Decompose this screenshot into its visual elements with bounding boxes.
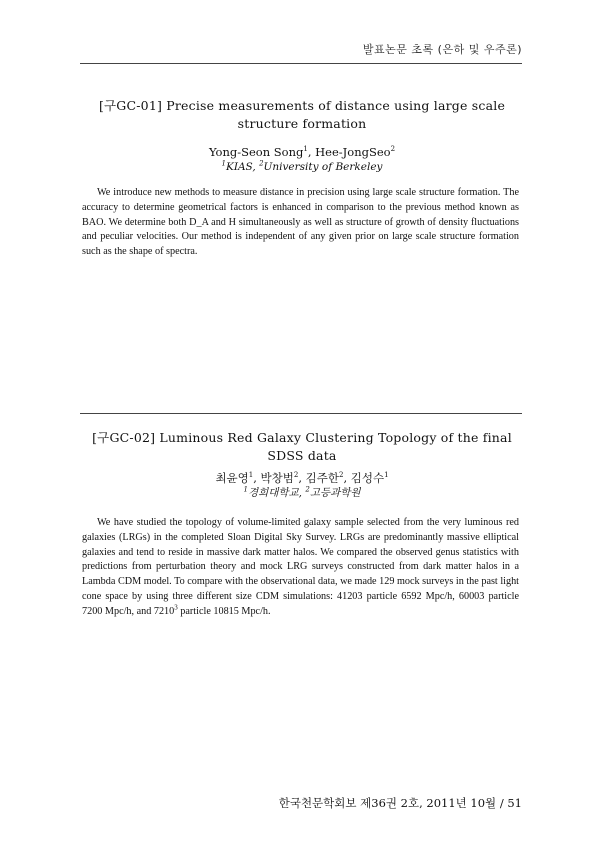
author-name: 김성수 — [350, 471, 385, 485]
author-name: Yong-Seon Song — [208, 145, 304, 159]
author-name: 박창범 — [260, 471, 294, 485]
affiliation-list — [82, 486, 522, 500]
author-name: 김주한 — [305, 471, 339, 485]
section-rule — [80, 413, 522, 414]
paper-title — [82, 429, 522, 465]
header-rule — [80, 63, 522, 64]
author-sup: 1 — [384, 471, 389, 480]
affil-sup: 2 — [305, 485, 310, 494]
affil-name: University of Berkeley — [263, 161, 383, 173]
paper-id: [구GC-02] — [92, 430, 156, 445]
author-sup: 1 — [303, 145, 308, 154]
paper-id: [구GC-01] — [98, 98, 163, 113]
author-name: Hee-JongSeo — [315, 145, 391, 159]
author-sup: 2 — [338, 471, 344, 480]
author-list: Yong-Seon Song$^1$, Hee-JongSeo$^2$ — [208, 145, 396, 159]
affil-name: 경희대학교, — [247, 487, 302, 499]
running-header: 발표논문 초록 (은하 및 우주론) — [362, 43, 522, 56]
paper-title-text: Luminous Red Galaxy Clustering Topology of the final SDSS data — [159, 430, 512, 463]
paper-title — [82, 97, 522, 133]
author-sup: 2 — [293, 471, 299, 480]
author-sup: 1 — [248, 471, 254, 480]
abstract-text: We have studied the topology of volume-limited galaxy sample selected from the very luminous red galaxies (LRGs) in the completed Sloan Digital Sky Survey. LRGs are predominantly massive elliptical galaxies and tend to reside in massive dark matter halos. We compared the observed genus statistics with predictions from perturbation theory and mock LRG surveys constructed from dark matter halos in a Lambda CDM model. To compare with the observational data, we made 129 mock surveys in the past light cone space by using three different size CDM simulations: 41203 particle 6592 Mpc/h, 60003 particle 7200 Mpc/h, and 7210 — [82, 517, 519, 617]
abstract: We introduce new methods to measure distance in precision using large scale structure formation. The accuracy to determine geometrical factors is enhanced in comparison to the previous method known as BAO. We determine both D_A and H simultaneously as well as structure of growth of density fluctuations and peculiar velocities. Our method is independent of any given prior on large scale structure formation such as the shape of spectra. — [82, 187, 519, 258]
affil-sup: 1 — [243, 485, 248, 494]
abstract-sup: 3 — [174, 603, 178, 612]
author-sup: 2 — [390, 145, 396, 154]
affil-name: 고등과학원 — [309, 487, 361, 499]
author-name: 최윤영 — [215, 471, 249, 485]
abstract — [82, 516, 519, 620]
affil-sup: 1 — [221, 159, 226, 168]
affil-name: KIAS, — [225, 161, 256, 173]
affiliation-list — [82, 160, 522, 174]
paper-title-text: Precise measurements of distance using large scale structure formation — [166, 98, 506, 131]
author-list: 최윤영$^1$, 박창범$^2$, 김주한$^2$, 김성수$^1$ — [215, 471, 389, 485]
affil-sup: 2 — [259, 159, 264, 168]
page-footer: 한국천문학회보 제36권 2호, 2011년 10월 / 51 — [278, 796, 522, 810]
abstract-text-end: particle 10815 Mpc/h. — [177, 605, 271, 617]
